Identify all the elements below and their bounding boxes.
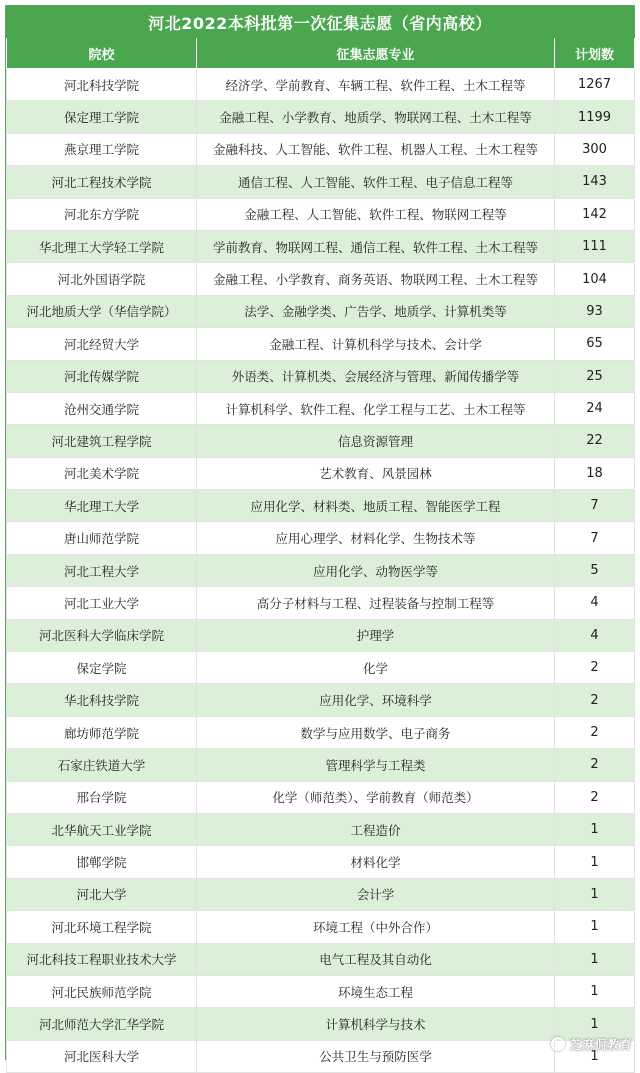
table-row [7, 133, 635, 165]
table-row [7, 619, 635, 651]
cell-plan: 1 [555, 975, 635, 1007]
table-row [7, 392, 635, 424]
cell-school: 河北大学 [7, 878, 197, 910]
table-row [7, 328, 635, 360]
cell-school: 廊坊师范学院 [7, 716, 197, 748]
table-row [7, 684, 635, 716]
cell-majors: 信息资源管理 [197, 425, 555, 457]
cell-school: 唐山师范学院 [7, 522, 197, 554]
cell-plan: 1199 [555, 101, 635, 133]
cell-plan: 1 [555, 1008, 635, 1040]
cell-plan: 300 [555, 133, 635, 165]
cell-majors: 会计学 [197, 878, 555, 910]
table-row [7, 846, 635, 878]
cell-majors: 艺术教育、风景园林 [197, 457, 555, 489]
table-row [7, 457, 635, 489]
cell-majors: 环境生态工程 [197, 975, 555, 1007]
cell-plan: 5 [555, 554, 635, 586]
cell-school: 华北理工大学 [7, 490, 197, 522]
cell-school: 保定理工学院 [7, 101, 197, 133]
table-row [7, 263, 635, 295]
cell-majors: 管理科学与工程类 [197, 749, 555, 781]
cell-school: 河北环境工程学院 [7, 911, 197, 943]
cell-majors: 金融工程、小学教育、商务英语、物联网工程、土木工程等 [197, 263, 555, 295]
cell-plan: 1 [555, 846, 635, 878]
cell-majors: 应用化学、材料类、地质工程、智能医学工程 [197, 490, 555, 522]
cell-majors: 金融工程、人工智能、软件工程、物联网工程等 [197, 198, 555, 230]
cell-majors: 公共卫生与预防医学 [197, 1040, 555, 1072]
table-row [7, 911, 635, 943]
cell-plan: 7 [555, 490, 635, 522]
cell-school: 燕京理工学院 [7, 133, 197, 165]
cell-plan: 104 [555, 263, 635, 295]
cell-school: 河北地质大学（华信学院） [7, 295, 197, 327]
cell-school: 河北科技学院 [7, 69, 197, 101]
cell-plan: 142 [555, 198, 635, 230]
cell-majors: 应用化学、动物医学等 [197, 554, 555, 586]
cell-majors: 电气工程及其自动化 [197, 943, 555, 975]
cell-majors: 金融工程、小学教育、地质学、物联网工程、土木工程等 [197, 101, 555, 133]
cell-plan: 2 [555, 652, 635, 684]
header-plan: 计划数 [555, 38, 635, 69]
cell-school: 河北科技工程职业技术大学 [7, 943, 197, 975]
table-row [7, 749, 635, 781]
cell-majors: 材料化学 [197, 846, 555, 878]
watermark-text: 芝麻侃教育 [569, 1037, 632, 1052]
cell-majors: 应用化学、环境科学 [197, 684, 555, 716]
table-row [7, 587, 635, 619]
cell-majors: 学前教育、物联网工程、通信工程、软件工程、土木工程等 [197, 230, 555, 262]
cell-school: 河北民族师范学院 [7, 975, 197, 1007]
cell-school: 河北建筑工程学院 [7, 425, 197, 457]
cell-plan: 4 [555, 587, 635, 619]
cell-majors: 计算机科学、软件工程、化学工程与工艺、土木工程等 [197, 392, 555, 424]
cell-school: 北华航天工业学院 [7, 813, 197, 845]
table-row [7, 425, 635, 457]
cell-plan: 1267 [555, 69, 635, 101]
cell-majors: 工程造价 [197, 813, 555, 845]
cell-school: 河北医科大学 [7, 1040, 197, 1072]
enrollment-table [6, 38, 635, 1073]
cell-plan: 18 [555, 457, 635, 489]
table-row [7, 975, 635, 1007]
cell-school: 华北理工大学轻工学院 [7, 230, 197, 262]
cell-school: 河北师范大学汇华学院 [7, 1008, 197, 1040]
cell-majors: 化学（师范类）、学前教育（师范类） [197, 781, 555, 813]
cell-majors: 高分子材料与工程、过程装备与控制工程等 [197, 587, 555, 619]
cell-plan: 24 [555, 392, 635, 424]
table-row [7, 781, 635, 813]
header-row [7, 38, 635, 69]
table-row [7, 101, 635, 133]
table-body [7, 69, 635, 1073]
cell-school: 河北东方学院 [7, 198, 197, 230]
cell-majors: 外语类、计算机类、会展经济与管理、新闻传播学等 [197, 360, 555, 392]
cell-plan: 4 [555, 619, 635, 651]
cell-majors: 通信工程、人工智能、软件工程、电子信息工程等 [197, 166, 555, 198]
cell-plan: 111 [555, 230, 635, 262]
cell-plan: 143 [555, 166, 635, 198]
table-row [7, 69, 635, 101]
cell-plan: 1 [555, 878, 635, 910]
cell-school: 石家庄铁道大学 [7, 749, 197, 781]
cell-majors: 护理学 [197, 619, 555, 651]
cell-plan: 1 [555, 943, 635, 975]
table-row [7, 716, 635, 748]
cell-plan: 65 [555, 328, 635, 360]
table-title-text: 河北2022本科批第一次征集志愿（省内高校） [148, 13, 492, 33]
cell-majors: 法学、金融学类、广告学、地质学、计算机类等 [197, 295, 555, 327]
cell-school: 河北医科大学临床学院 [7, 619, 197, 651]
cell-majors: 计算机科学与技术 [197, 1008, 555, 1040]
cell-majors: 经济学、学前教育、车辆工程、软件工程、土木工程等 [197, 69, 555, 101]
cell-school: 河北经贸大学 [7, 328, 197, 360]
cell-school: 邯郸学院 [7, 846, 197, 878]
cell-plan: 93 [555, 295, 635, 327]
table-row [7, 198, 635, 230]
table-row [7, 522, 635, 554]
cell-school: 保定学院 [7, 652, 197, 684]
header-majors: 征集志愿专业 [197, 38, 555, 69]
table-row [7, 943, 635, 975]
cell-plan: 25 [555, 360, 635, 392]
cell-plan: 2 [555, 749, 635, 781]
cell-school: 河北外国语学院 [7, 263, 197, 295]
table-row [7, 1040, 635, 1072]
cell-plan: 2 [555, 684, 635, 716]
table-row [7, 813, 635, 845]
table-row [7, 166, 635, 198]
table-row [7, 490, 635, 522]
cell-majors: 环境工程（中外合作） [197, 911, 555, 943]
cell-plan: 2 [555, 781, 635, 813]
watermark [551, 1035, 632, 1053]
cell-majors: 应用心理学、材料化学、生物技术等 [197, 522, 555, 554]
watermark-logo-icon [551, 1037, 565, 1051]
table-row [7, 360, 635, 392]
cell-school: 河北工程大学 [7, 554, 197, 586]
cell-majors: 金融工程、计算机科学与技术、会计学 [197, 328, 555, 360]
cell-plan: 1 [555, 813, 635, 845]
cell-school: 河北美术学院 [7, 457, 197, 489]
table-row [7, 230, 635, 262]
table-row [7, 295, 635, 327]
cell-plan: 22 [555, 425, 635, 457]
table-row [7, 878, 635, 910]
cell-plan: 2 [555, 716, 635, 748]
cell-plan: 1 [555, 1040, 635, 1072]
cell-majors: 金融科技、人工智能、软件工程、机器人工程、土木工程等 [197, 133, 555, 165]
cell-plan: 1 [555, 911, 635, 943]
table-title [6, 6, 634, 38]
cell-majors: 化学 [197, 652, 555, 684]
table-row [7, 652, 635, 684]
header-school: 院校 [7, 38, 197, 69]
table-row [7, 1008, 635, 1040]
table-row [7, 554, 635, 586]
cell-majors: 数学与应用数学、电子商务 [197, 716, 555, 748]
cell-school: 河北工程技术学院 [7, 166, 197, 198]
cell-school: 邢台学院 [7, 781, 197, 813]
cell-school: 华北科技学院 [7, 684, 197, 716]
cell-plan: 7 [555, 522, 635, 554]
cell-school: 河北传媒学院 [7, 360, 197, 392]
cell-school: 沧州交通学院 [7, 392, 197, 424]
cell-school: 河北工业大学 [7, 587, 197, 619]
